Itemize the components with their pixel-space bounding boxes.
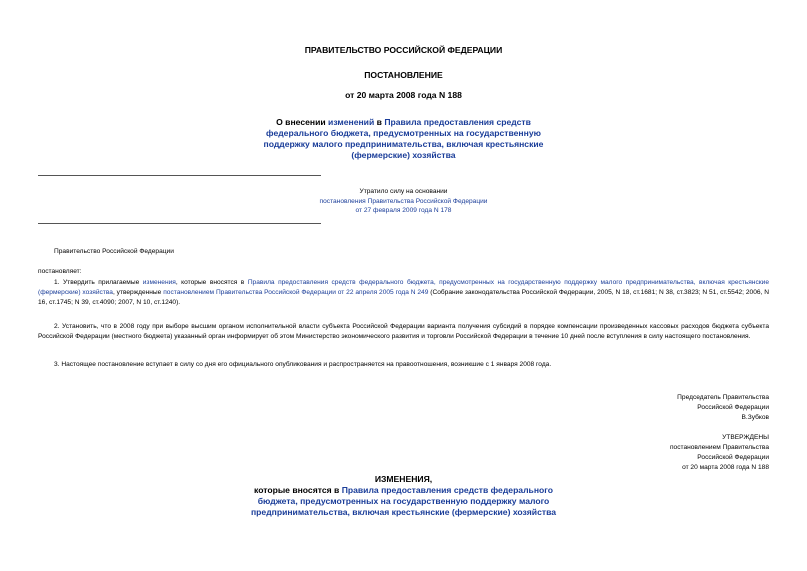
repeal-decree-link[interactable]: постановления Правительства Российской Федерации [319,197,488,205]
changes-heading [0,474,807,518]
p1-text-c: , утвержденные [112,289,164,296]
government-heading: ПРАВИТЕЛЬСТВО РОССИЙСКОЙ ФЕДЕРАЦИИ [304,45,503,55]
title-line-2[interactable]: федерального бюджета, предусмотренных на государственную [266,128,541,138]
title-mid: в [374,117,385,127]
approval-line-1: УТВЕРЖДЕНЫ [722,434,769,441]
signature-line-3: В.Зубков [741,414,769,421]
changes-link[interactable]: изменений [328,117,375,127]
title-line-1 [0,117,807,128]
divider-top [38,175,321,176]
changes-heading-prefix: которые вносятся в [254,485,342,495]
repeal-decree-date-link[interactable]: от 27 февраля 2009 года N 178 [355,207,452,214]
signature-line-2: Российской Федерации [697,404,769,411]
p1-decree-link[interactable]: постановлением Правительства Российской Федерации от 22 апреля 2005 года N 249 [163,289,429,296]
divider-bottom [38,223,321,224]
paragraph-2: 2. Установить, что в 2008 году при выборе высшим органом исполнительной власти субъекта Российской Федерации варианта получения субсидий в порядке компенсации произведенных кассовых расходов бюджета субъекта Российской Федерации (местного бюджета) указанный орган информирует об этом Министерство экономического развития и торговли Российской Федерации в течение 10 дней после вступления в силу настоящего постановления. [38,323,769,340]
paragraph-1 [38,278,769,308]
changes-heading-line-4[interactable]: предпринимательства, включая крестьянские (фермерские) хозяйства [250,507,557,517]
approval-line-4: от 20 марта 2008 года N 188 [682,464,769,471]
rules-link[interactable]: Правила предоставления средств [384,117,531,127]
p1-changes-link[interactable]: изменения [142,279,176,286]
p1-text-a: 1. Утвердить прилагаемые [54,279,143,286]
document-title [0,117,807,161]
changes-heading-line-2 [0,485,807,496]
approval-line-2: постановлением Правительства [669,444,769,451]
issuer-text: Правительство Российской Федерации [54,248,174,255]
date-number-heading: от 20 марта 2008 года N 188 [345,90,462,100]
p1-rules-link[interactable]: Правила предоставления средств федерального бюджета, предусмотренных на государственную поддержку малого предпринимательства, включая крестьянские (фермерские) хозяйства [38,279,769,296]
signature-line-1: Председатель Правительства [677,394,769,401]
status-note [0,187,807,216]
title-line-3[interactable]: поддержку малого предпринимательства, включая крестьянские [263,139,544,149]
resolves-text: постановляет: [38,268,82,275]
p1-text-b: , которые вносятся в [175,279,248,286]
signature-block [677,393,769,423]
doc-type-heading: ПОСТАНОВЛЕНИЕ [364,70,443,80]
title-line-4[interactable]: (фермерские) хозяйства [351,150,456,160]
status-note-line-1: Утратило силу на основании [359,188,448,195]
p1-text-d: (Собрание законодательства Российской Федерации, 2005, N 18, ст.1681; N 38, ст.3823; N 51, ст.5542; 2006, N 16, ст.1745; N 39, ст.4090; 2007, N 10, ст.1240). [38,289,770,306]
approval-line-3: Российской Федерации [697,454,769,461]
changes-heading-line-3[interactable]: бюджета, предусмотренных на государственную поддержку малого [257,496,550,506]
approval-block [670,433,769,473]
title-prefix: О внесении [276,117,329,127]
changes-heading-line-1: ИЗМЕНЕНИЯ, [374,474,433,484]
changes-rules-link[interactable]: Правила предоставления средств федерального [341,485,553,495]
paragraph-3: 3. Настоящее постановление вступает в силу со дня его официального опубликования и распространяется на правоотношения, возникшие с 1 января 2008 года. [54,361,552,368]
